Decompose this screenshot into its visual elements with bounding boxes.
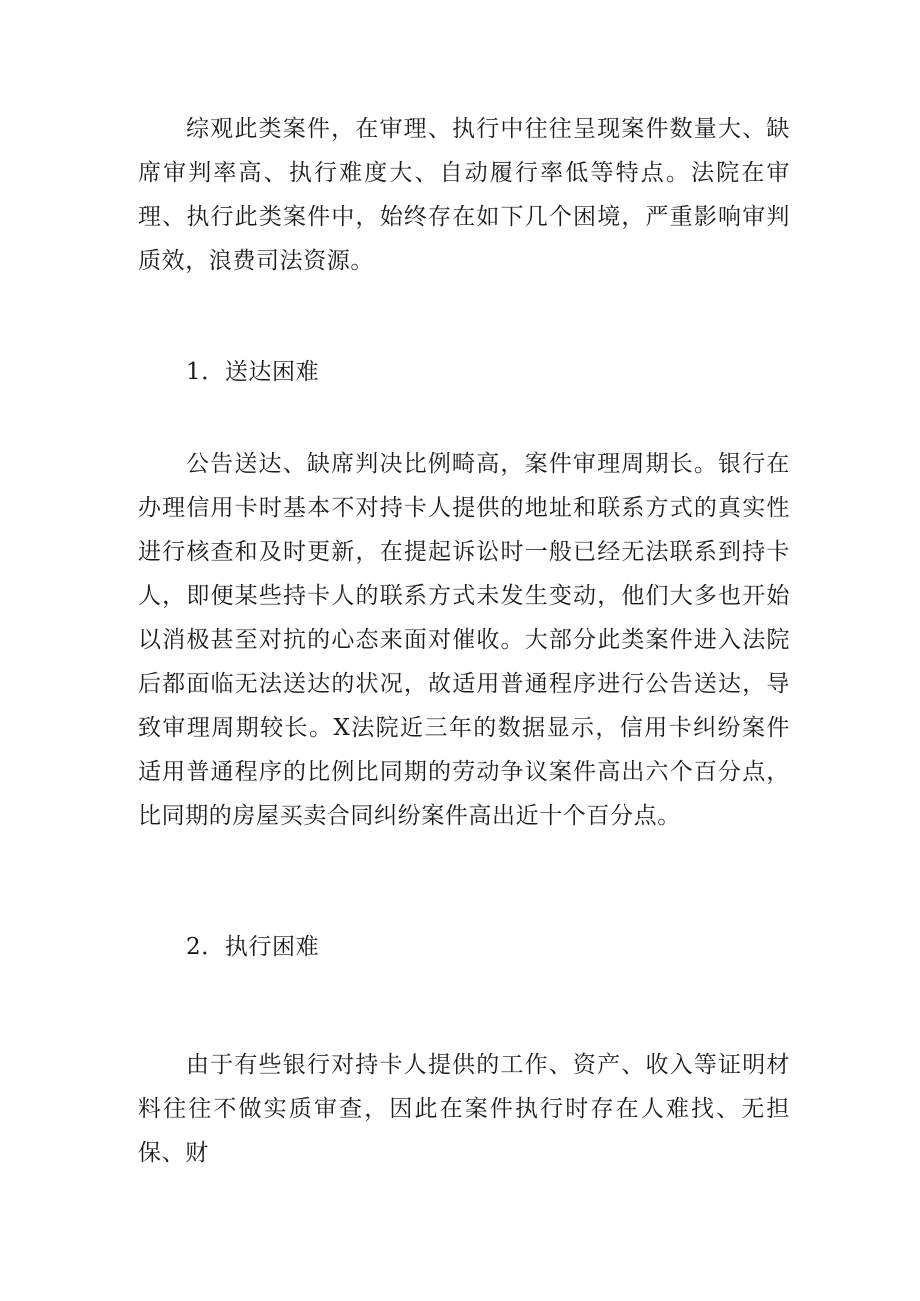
enforcement-difficulty-paragraph: 由于有些银行对持卡人提供的工作、资产、收入等证明材料往往不做实质审查，因此在案件执行时存在人难找、无担保、财 — [138, 1052, 790, 1166]
intro-paragraph: 综观此类案件，在审理、执行中往往呈现案件数量大、缺席审判率高、执行难度大、自动履行率低等特点。法院在审理、执行此类案件中，始终存在如下几个困境，严重影响审判质效，浪费司法资源。 — [138, 116, 790, 274]
section-heading-enforcement-difficulty: 2．执行困难 — [186, 934, 320, 960]
service-difficulty-paragraph: 公告送达、缺席判决比例畸高，案件审理周期长。银行在办理信用卡时基本不对持卡人提供的地址和联系方式的真实性进行核查和及时更新，在提起诉讼时一般已经无法联系到持卡人，即便某些持卡人的联系方式未发生变动，他们大多也开始以消极甚至对抗的心态来面对催收。大部分此类案件进入法院后都面临无法送达的状况，故适用普通程序进行公告送达，导致审理周期较长。X法院近三年的数据显示，信用卡纠纷案件适用普通程序的比例比同期的劳动争议案件高出六个百分点，比同期的房屋买卖合同纠纷案件高出近十个百分点。 — [138, 451, 790, 829]
section-heading-service-difficulty: 1．送达困难 — [186, 359, 320, 385]
